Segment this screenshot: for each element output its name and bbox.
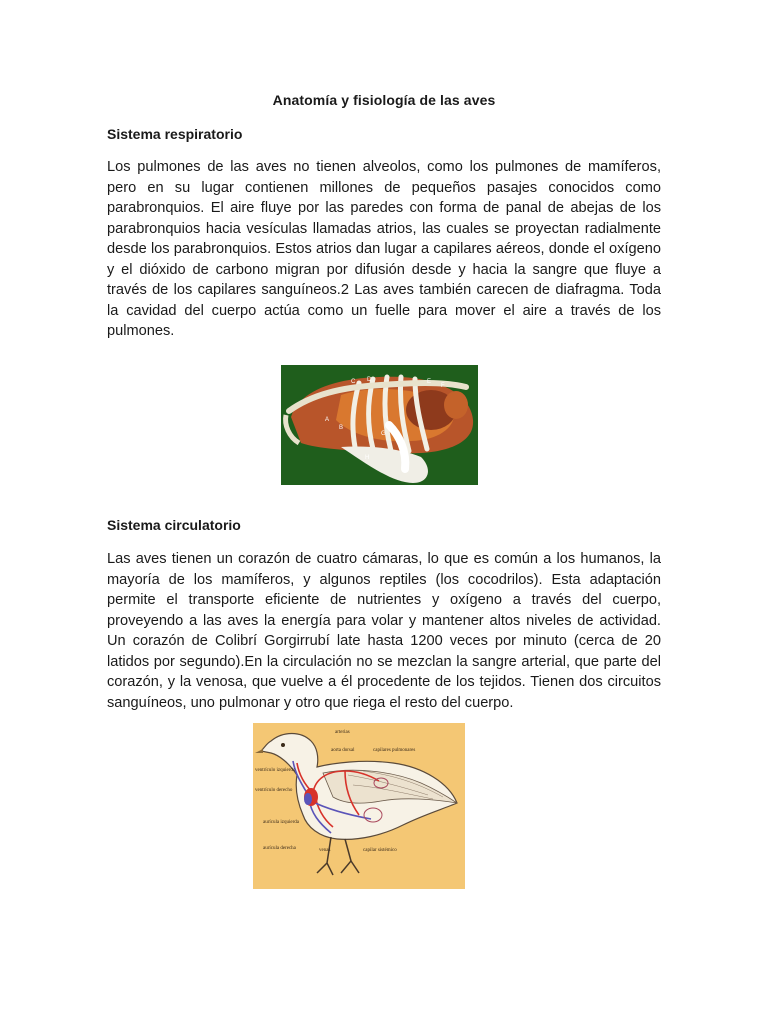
resp-label-d: D — [367, 377, 372, 383]
section-heading-respiratory: Sistema respiratorio — [107, 126, 243, 142]
paragraph-respiratory: Los pulmones de las aves no tienen alveolos, como los pulmones de mamíferos, pero en su lugar contienen millones de pequeños pasajes conocidos como parabronquios. El aire fluye por las paredes con forma de panal de abejas de los parabronquios hacia vesículas llamadas atrios, las cuales se proyectan radialmente desde los parabronquios. Estos atrios dan lugar a capilares aéreos, donde el oxígeno y el dióxido de carbono migran por difusión desde y hacia la sangre que fluye a través de los capilares sanguíneos.2 Las aves también carecen de diafragma. Toda la cavidad del cuerpo actúa como un fuelle para mover el aire a través de los pulmones. — [107, 159, 661, 339]
resp-label-g: G — [381, 431, 386, 437]
resp-label-f: F — [441, 383, 445, 389]
resp-label-h: H — [365, 455, 370, 461]
paragraph-circulatory: Las aves tienen un corazón de cuatro cámaras, lo que es común a los humanos, la mayoría de los mamíferos, y algunos reptiles (los cocodrilos). Esta adaptación permite el transporte eficiente de nutrientes y oxígeno a través del cuerpo, proveyendo a las aves la energía para volar y mantener altos niveles de actividad. Un corazón de Colibrí Gorgirrubí late hasta 1200 veces por minuto (cerca de 20 latidos por segundo).En la circulación no se mezclan la sangre arterial, que parte del corazón, y la venosa, que vuelve a él procedente de los tejidos. Tienen dos circuitos sanguíneos, uno pulmonar y otro que riega el resto del cuerpo. — [107, 551, 661, 711]
label-auricula-izquierda: aurícula izquierda — [263, 820, 299, 825]
resp-label-e: E — [427, 379, 432, 385]
label-ventriculo-derecho: ventrículo derecho — [255, 788, 293, 793]
circulatory-system-diagram — [253, 723, 465, 889]
section-heading-circulatory: Sistema circulatorio — [107, 517, 241, 533]
page-title: Anatomía y fisiología de las aves — [272, 92, 496, 108]
resp-label-a: A — [325, 417, 330, 423]
label-auricula-derecha: aurícula derecha — [263, 846, 296, 851]
label-ventriculo-izquierdo: ventrículo izquierdo — [255, 768, 296, 773]
resp-label-c: C — [351, 379, 356, 385]
label-venas: venas — [319, 848, 331, 853]
label-capilares-pulmonares: capilares pulmonares — [373, 748, 416, 753]
resp-label-b: B — [339, 425, 344, 431]
label-capilar-sistemico: capilar sistémico — [363, 848, 397, 853]
label-arterias: arterias — [335, 730, 350, 735]
label-aorta-dorsal: aorta dorsal — [331, 748, 355, 753]
respiratory-system-image — [281, 365, 478, 485]
